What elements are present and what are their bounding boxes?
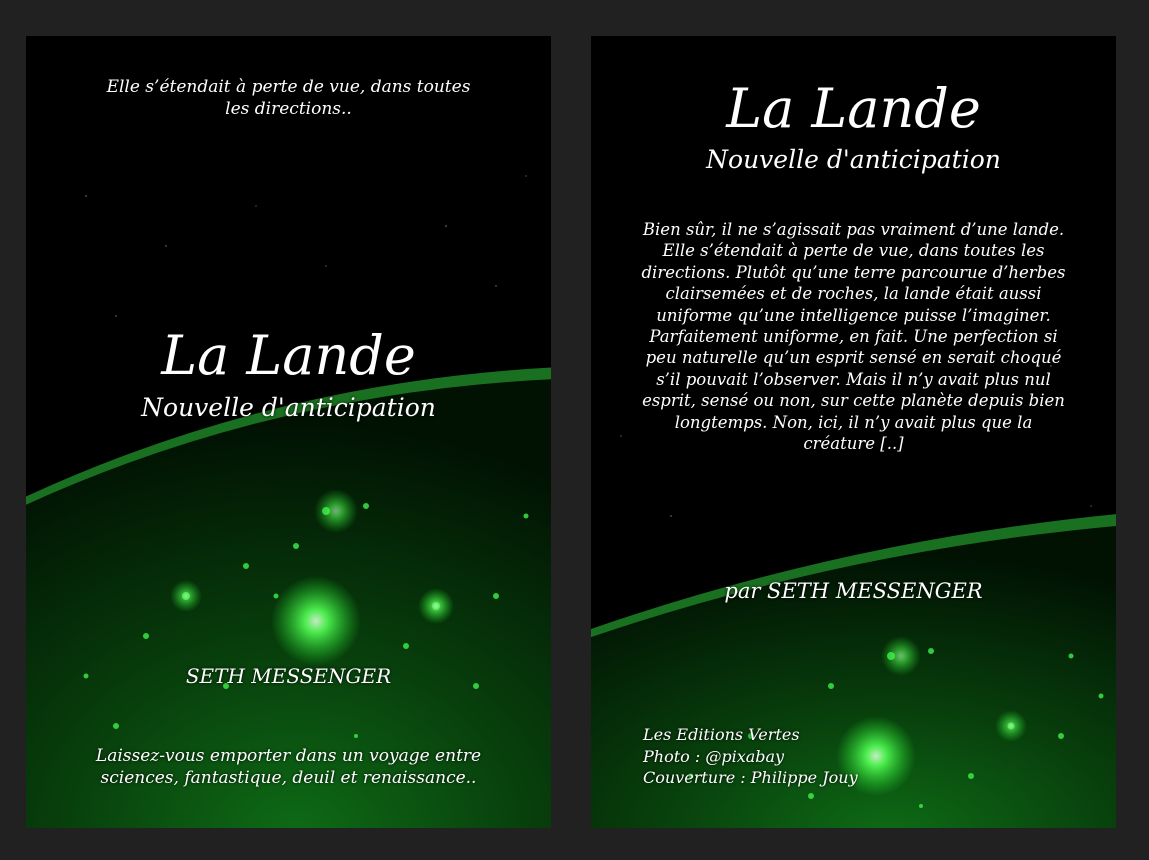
back-byline: par SETH MESSENGER <box>724 579 983 603</box>
credit-cover: Couverture : Philippe Jouy <box>643 768 858 787</box>
front-tagline: Elle s’étendait à perte de vue, dans toutes les directions.. <box>106 77 471 119</box>
back-subtitle: Nouvelle d'anticipation <box>706 145 1001 174</box>
front-cover <box>26 36 551 828</box>
credit-photo: Photo : @pixabay <box>643 746 785 766</box>
front-title: La Lande <box>161 324 416 387</box>
back-credits <box>643 724 858 789</box>
front-author-name: SETH MESSENGER <box>185 664 392 688</box>
front-author <box>26 663 551 689</box>
back-cover <box>591 36 1116 828</box>
back-excerpt: Bien sûr, il ne s’agissait pas vraiment d’une lande. Elle s’étendait à perte de vue, dans toutes les directions. Plutôt qu’une terre parcourue d’herbes clairsemées et de roches, la lande était aussi uniforme qu’une intelligence puisse l’imaginer. Parfaitement uniforme, en fait. Une perfection si peu naturelle qu’un esprit sensé en serait choqué s’il pouvait l’observer. Mais il n’y avait plus nul esprit, sensé ou non, sur cette planète depuis bien longtemps. Non, ici, il n’y avait plus que la créature [..] <box>641 220 1066 454</box>
earth-night-image <box>26 36 551 828</box>
credit-publisher: Les Editions Vertes <box>643 725 800 744</box>
front-blurb: Laissez-vous emporter dans un voyage entre sciences, fantastique, deuil et renaissance.. <box>95 746 482 788</box>
back-title: La Lande <box>726 77 981 140</box>
front-subtitle: Nouvelle d'anticipation <box>141 393 436 422</box>
